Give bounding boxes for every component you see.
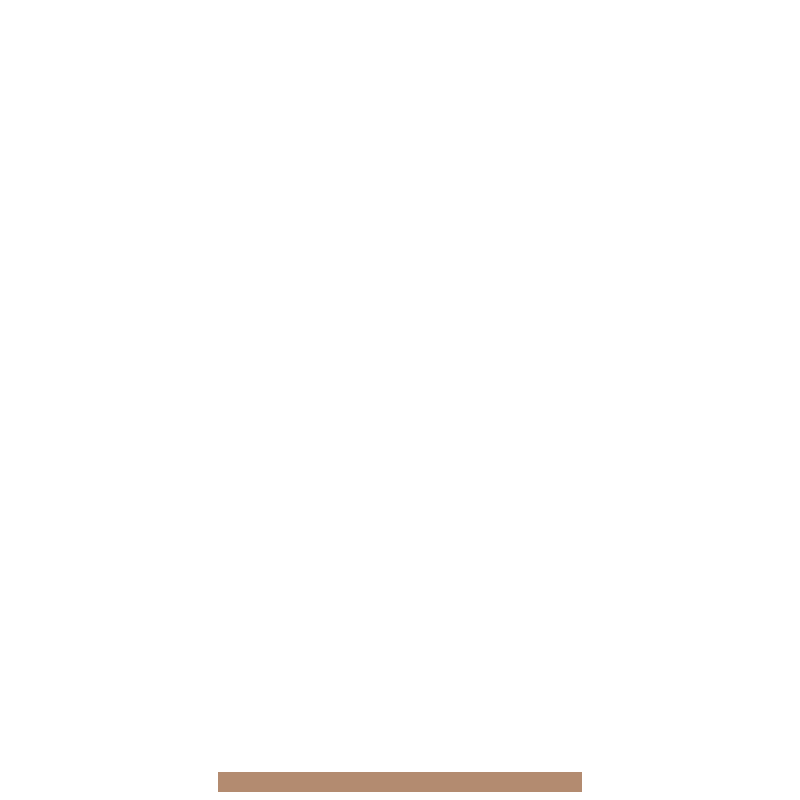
page-footer (218, 772, 582, 792)
